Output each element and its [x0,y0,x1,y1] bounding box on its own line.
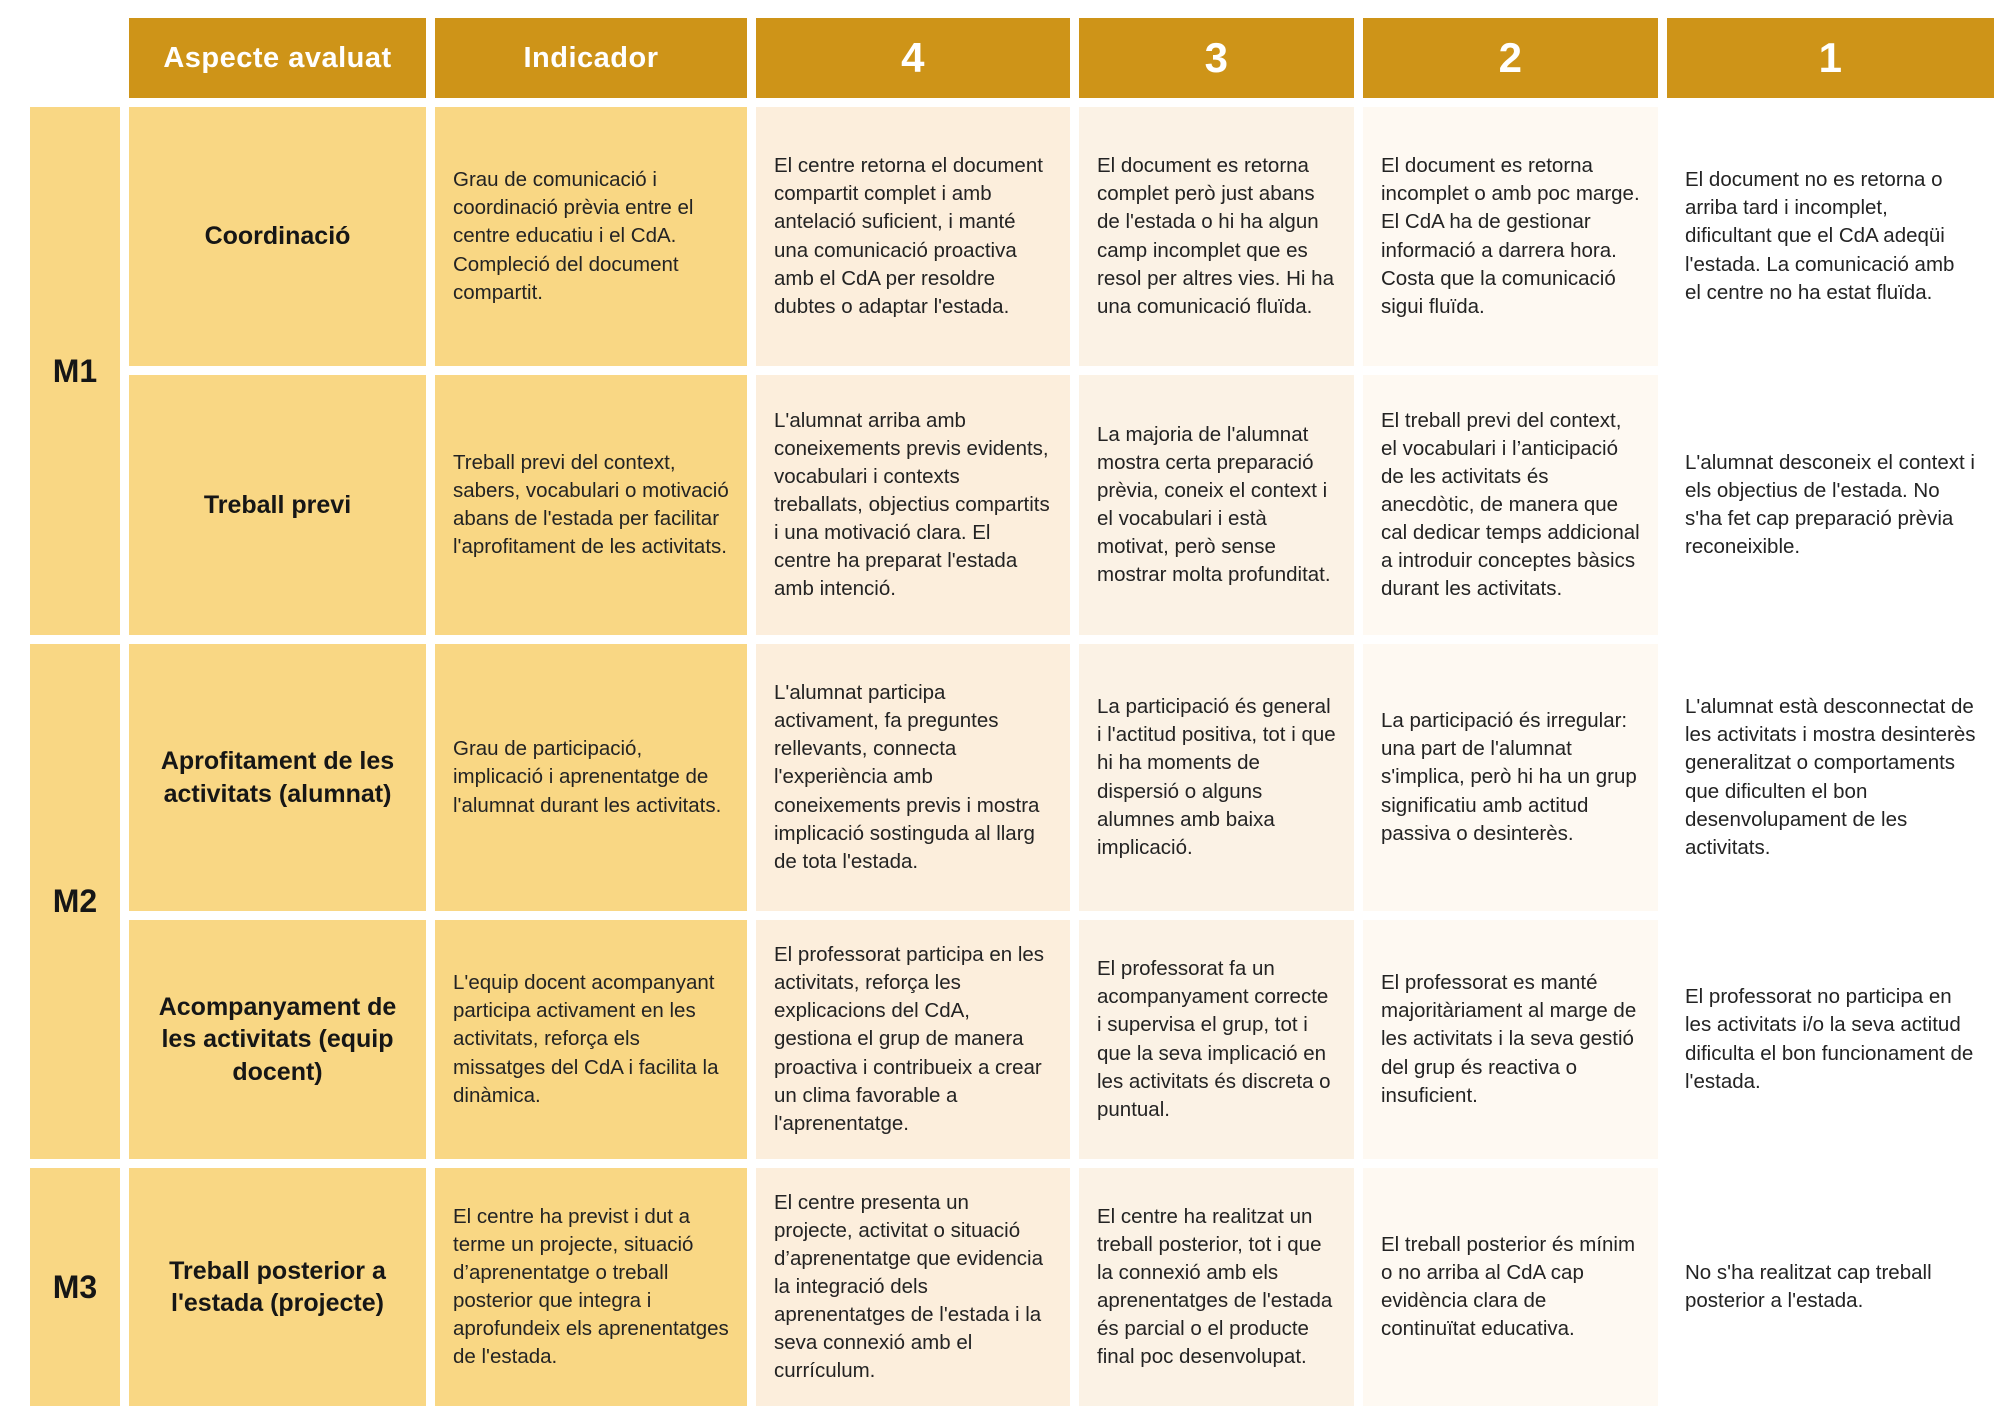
cell-treball-previ-level-1: L'alumnat desconeix el context i els objectius de l'estada. No s'ha fet cap preparació prèvia reconeixible. [1667,375,1994,635]
cell-treball-posterior-level-1: No s'ha realitzat cap treball posterior a l'estada. [1667,1168,1994,1406]
group-label-m3: M3 [30,1168,120,1406]
aspect-aprofitament-activitats: Aprofitament de les activitats (alumnat) [129,644,426,911]
cell-acompanyament-level-2: El professorat es manté majoritàriament al marge de les activitats i la seva gestió del grup és reactiva o insuficient. [1363,920,1658,1159]
indicator-acompanyament-activitats: L'equip docent acompanyant participa activament en les activitats, reforça els missatges del CdA i facilita la dinàmica. [435,920,747,1159]
header-aspecte-avaluat: Aspecte avaluat [129,18,426,98]
aspect-coordinacio: Coordinació [129,107,426,366]
header-level-4: 4 [756,18,1070,98]
aspect-treball-posterior: Treball posterior a l'estada (projecte) [129,1168,426,1406]
cell-aprofitament-level-2: La participació és irregular: una part de l'alumnat s'implica, però hi ha un grup significatiu amb actitud passiva o desinterès. [1363,644,1658,911]
header-level-1: 1 [1667,18,1994,98]
header-level-2: 2 [1363,18,1658,98]
group-label-m1: M1 [30,107,120,635]
cell-treball-previ-level-3: La majoria de l'alumnat mostra certa preparació prèvia, coneix el context i el vocabulari i està motivat, però sense mostrar molta profunditat. [1079,375,1354,635]
cell-acompanyament-level-4: El professorat participa en les activitats, reforça les explicacions del CdA, gestiona el grup de manera proactiva i contribueix a crear un clima favorable a l'aprenentatge. [756,920,1070,1159]
cell-coordinacio-level-4: El centre retorna el document compartit complet i amb antelació suficient, i manté una comunicació proactiva amb el CdA per resoldre dubtes o adaptar l'estada. [756,107,1070,366]
cell-treball-posterior-level-3: El centre ha realitzat un treball posterior, tot i que la connexió amb els aprenentatges de l'estada és parcial o el producte final poc desenvolupat. [1079,1168,1354,1406]
indicator-aprofitament-activitats: Grau de participació, implicació i aprenentatge de l'alumnat durant les activitats. [435,644,747,911]
group-label-m2: M2 [30,644,120,1159]
cell-coordinacio-level-3: El document es retorna complet però just abans de l'estada o hi ha algun camp incomplet que es resol per altres vies. Hi ha una comunicació fluïda. [1079,107,1354,366]
indicator-treball-posterior: El centre ha previst i dut a terme un projecte, situació d’aprenentatge o treball posterior que integra i aprofundeix els aprenentatges de l'estada. [435,1168,747,1406]
cell-aprofitament-level-3: La participació és general i l'actitud positiva, tot i que hi ha moments de dispersió o alguns alumnes amb baixa implicació. [1079,644,1354,911]
aspect-acompanyament-activitats: Acompanyament de les activitats (equip docent) [129,920,426,1159]
cell-coordinacio-level-1: El document no es retorna o arriba tard i incomplet, dificultant que el CdA adeqüi l'estada. La comunicació amb el centre no ha estat fluïda. [1667,107,1994,366]
indicator-treball-previ: Treball previ del context, sabers, vocabulari o motivació abans de l'estada per facilitar l'aprofitament de les activitats. [435,375,747,635]
cell-treball-previ-level-2: El treball previ del context, el vocabulari i l’anticipació de les activitats és anecdòtic, de manera que cal dedicar temps addicional a introduir conceptes bàsics durant les activitats. [1363,375,1658,635]
header-indicador: Indicador [435,18,747,98]
header-level-3: 3 [1079,18,1354,98]
cell-treball-posterior-level-2: El treball posterior és mínim o no arriba al CdA cap evidència clara de continuïtat educativa. [1363,1168,1658,1406]
cell-coordinacio-level-2: El document es retorna incomplet o amb poc marge. El CdA ha de gestionar informació a darrera hora. Costa que la comunicació sigui fluïda. [1363,107,1658,366]
cell-acompanyament-level-1: El professorat no participa en les activitats i/o la seva actitud dificulta el bon funcionament de l'estada. [1667,920,1994,1159]
cell-treball-posterior-level-4: El centre presenta un projecte, activitat o situació d’aprenentatge que evidencia la integració dels aprenentatges de l'estada i la seva connexió amb el currículum. [756,1168,1070,1406]
aspect-treball-previ: Treball previ [129,375,426,635]
cell-aprofitament-level-1: L'alumnat està desconnectat de les activitats i mostra desinterès generalitzat o comportaments que dificulten el bon desenvolupament de les activitats. [1667,644,1994,911]
cell-treball-previ-level-4: L'alumnat arriba amb coneixements previs evidents, vocabulari i contexts treballats, objectius compartits i una motivació clara. El centre ha preparat l'estada amb intenció. [756,375,1070,635]
cell-aprofitament-level-4: L'alumnat participa activament, fa preguntes rellevants, connecta l'experiència amb coneixements previs i mostra implicació sostinguda al llarg de tota l'estada. [756,644,1070,911]
cell-acompanyament-level-3: El professorat fa un acompanyament correcte i supervisa el grup, tot i que la seva implicació en les activitats és discreta o puntual. [1079,920,1354,1159]
indicator-coordinacio: Grau de comunicació i coordinació prèvia entre el centre educatiu i el CdA. Compleció del document compartit. [435,107,747,366]
